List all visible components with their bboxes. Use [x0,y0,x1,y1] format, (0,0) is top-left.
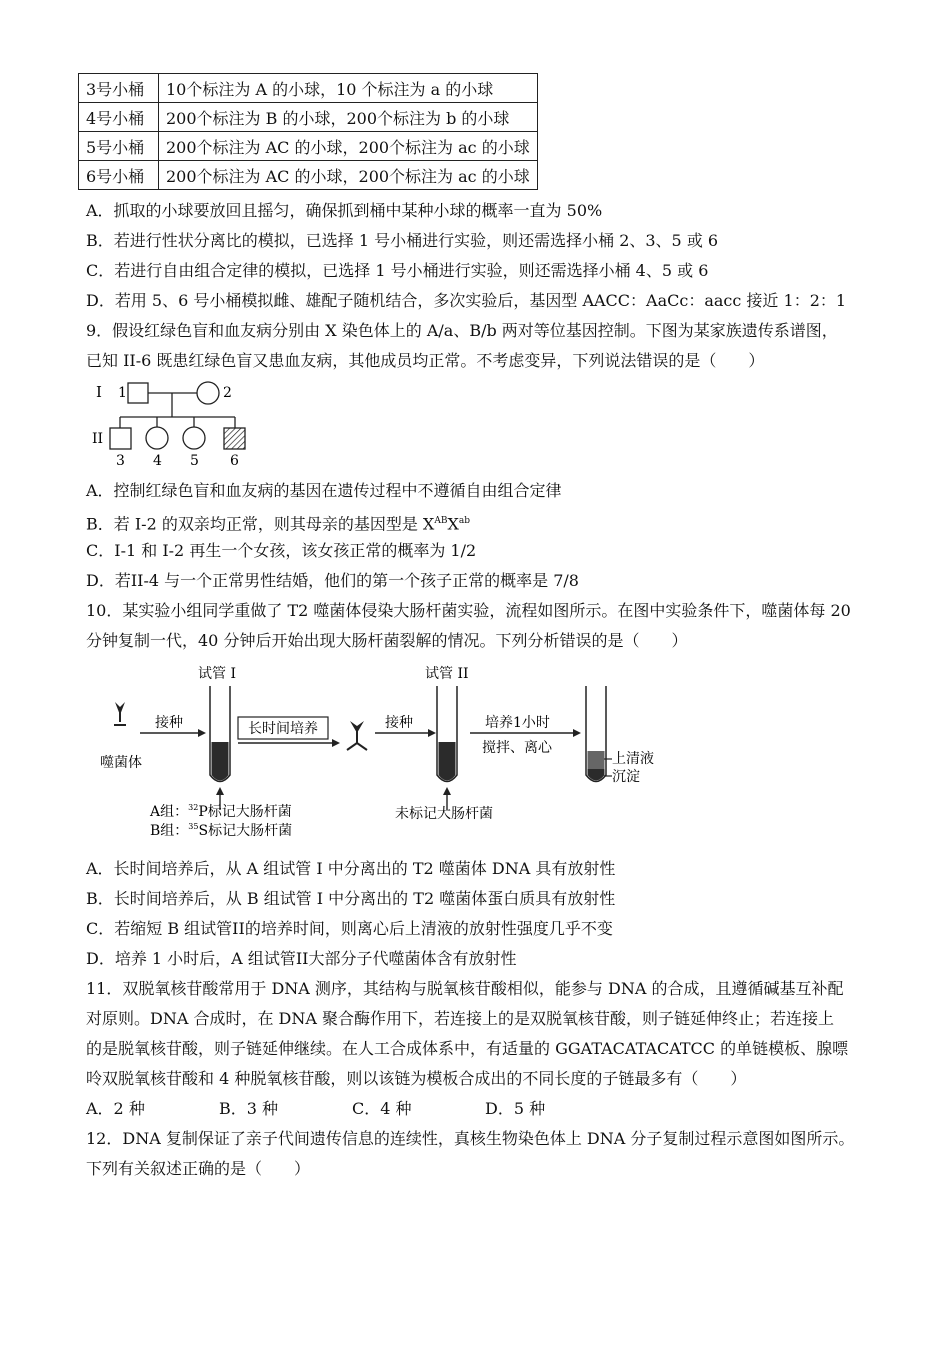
q11-option-a: A．2 种 [86,1099,145,1118]
tube-2-label: 试管 II [425,666,469,682]
member-number-5: 5 [190,453,199,469]
member-number-4: 4 [153,453,162,469]
q11-stem-line3: 的是脱氧核苷酸，则子链延伸继续。在人工合成体系中，有适量的 GGATACATACATCC 的单链模板、腺嘌 [86,1039,849,1058]
member-number-6: 6 [230,453,239,469]
inoculate-label-2: 接种 [385,715,413,731]
bucket-desc: 10个标注为 A 的小球，10 个标注为 a 的小球 [159,74,538,103]
q12-stem-line1: 12．DNA 复制保证了亲子代间遗传信息的连续性，真核生物染色体上 DNA 分子复制过程示意图如图所示。 [86,1129,855,1148]
q11-stem-line2: 对原则。DNA 合成时，在 DNA 聚合酶作用下，若连接上的是双脱氧核苷酸，则子链延伸终止；若连接上 [86,1009,835,1028]
q9-option-a: A．控制红绿色盲和血友病的基因在遗传过程中不遵循自由组合定律 [86,481,562,500]
group-a-label: A组：$^{32}$P标记大肠杆菌 [150,803,292,820]
bucket-name: 6号小桶 [79,161,159,190]
member-number-2: 2 [223,385,232,401]
phage-label: 噬菌体 [100,755,142,771]
inoculate-label-1: 接种 [155,715,183,731]
phage-experiment-diagram [100,655,710,845]
member-i2-female [197,382,219,404]
bucket-name: 4号小桶 [79,103,159,132]
labeled-phage-icon [347,721,367,750]
culture-1h-label: 培养1小时 [485,715,550,731]
supernatant-label: 上清液 [612,751,654,767]
gen-label-ii: II [92,431,104,447]
gen-label-i: I [96,383,102,401]
pedigree-chart [90,375,260,470]
q10-option-a: A．长时间培养后，从 A 组试管 I 中分离出的 T2 噬菌体 DNA 具有放射性 [86,859,616,878]
group-b-label: B组：$^{35}$S标记大肠杆菌 [150,822,293,839]
q10-stem-line1: 10．某实验小组同学重做了 T2 噬菌体侵染大肠杆菌实验，流程如图所示。在图中实验条件下，噬菌体每 20 [86,601,851,620]
q9-option-b: B．若 I-2 的双亲均正常，则其母亲的基因型是 $X^{AB}X^{ab}$ [86,514,470,534]
q8-option-a: A．抓取的小球要放回且摇匀，确保抓到桶中某种小球的概率一直为 50% [86,201,603,220]
q9-stem-line2: 已知 II-6 既患红绿色盲又患血友病，其他成员均正常。不考虑变异，下列说法错误的是（ ） [86,351,765,370]
q10-option-c: C．若缩短 B 组试管II的培养时间，则离心后上清液的放射性强度几乎不变 [86,919,613,938]
stir-centrifuge-label: 搅拌、离心 [482,740,552,756]
tube-1-label: 试管 I [198,666,236,682]
bucket-name: 3号小桶 [79,74,159,103]
q11-stem-line4: 呤双脱氧核苷酸和 4 种脱氧核苷酸，则以该链为模板合成出的不同长度的子链最多有（ ） [86,1069,747,1088]
q11-option-b: B．3 种 [219,1099,279,1118]
member-ii5-female [183,427,205,449]
member-ii4-female [146,427,168,449]
member-ii6-affected-male [224,428,245,449]
q11-option-c: C．4 种 [352,1099,412,1118]
phage-icon [114,702,126,725]
bucket-table [78,73,538,190]
q9-option-c: C．I-1 和 I-2 再生一个女孩，该女孩正常的概率为 1/2 [86,541,477,560]
long-culture-label: 长时间培养 [248,721,318,737]
bucket-desc: 200个标注为 AC 的小球，200个标注为 ac 的小球 [159,161,538,190]
member-i1-male [128,383,148,403]
member-ii3-male [110,428,131,449]
q12-stem-line2: 下列有关叙述正确的是（ ） [86,1159,311,1178]
sediment-label: 沉淀 [612,769,640,785]
q11-stem-line1: 11．双脱氧核苷酸常用于 DNA 测序，其结构与脱氧核苷酸相似，能参与 DNA 的合成，且遵循碱基互补配 [86,979,844,998]
table-row [79,132,538,161]
q8-option-d: D．若用 5、6 号小桶模拟雌、雄配子随机结合，多次实验后，基因型 AACC：AaCc：aacc 接近 1：2：1 [86,291,847,310]
q9-stem-line1: 9．假设红绿色盲和血友病分别由 X 染色体上的 A/a、B/b 两对等位基因控制。下图为某家族遗传系谱图， [86,321,838,340]
q8-option-c: C．若进行自由组合定律的模拟，已选择 1 号小桶进行实验，则还需选择小桶 4、5 或 6 [86,261,709,280]
table-row [79,74,538,103]
bucket-desc: 200个标注为 B 的小球，200个标注为 b 的小球 [159,103,538,132]
table-row [79,103,538,132]
member-number-3: 3 [116,453,125,469]
q10-option-b: B．长时间培养后，从 B 组试管 I 中分离出的 T2 噬菌体蛋白质具有放射性 [86,889,616,908]
q10-stem-line2: 分钟复制一代，40 分钟后开始出现大肠杆菌裂解的情况。下列分析错误的是（ ） [86,631,688,650]
bucket-desc: 200个标注为 AC 的小球，200个标注为 ac 的小球 [159,132,538,161]
table-row [79,161,538,190]
q11-options [86,1098,618,1120]
q8-option-b: B．若进行性状分离比的模拟，已选择 1 号小桶进行实验，则还需选择小桶 2、3、5 或 6 [86,231,719,250]
unlabeled-ecoli-label: 未标记大肠杆菌 [395,806,493,822]
member-number-1: 1 [118,385,127,401]
q10-option-d: D．培养 1 小时后，A 组试管II大部分子代噬菌体含有放射性 [86,949,517,968]
bucket-name: 5号小桶 [79,132,159,161]
q11-option-d: D．5 种 [485,1099,546,1118]
q9-option-d: D．若II-4 与一个正常男性结婚，他们的第一个孩子正常的概率是 7/8 [86,571,579,590]
